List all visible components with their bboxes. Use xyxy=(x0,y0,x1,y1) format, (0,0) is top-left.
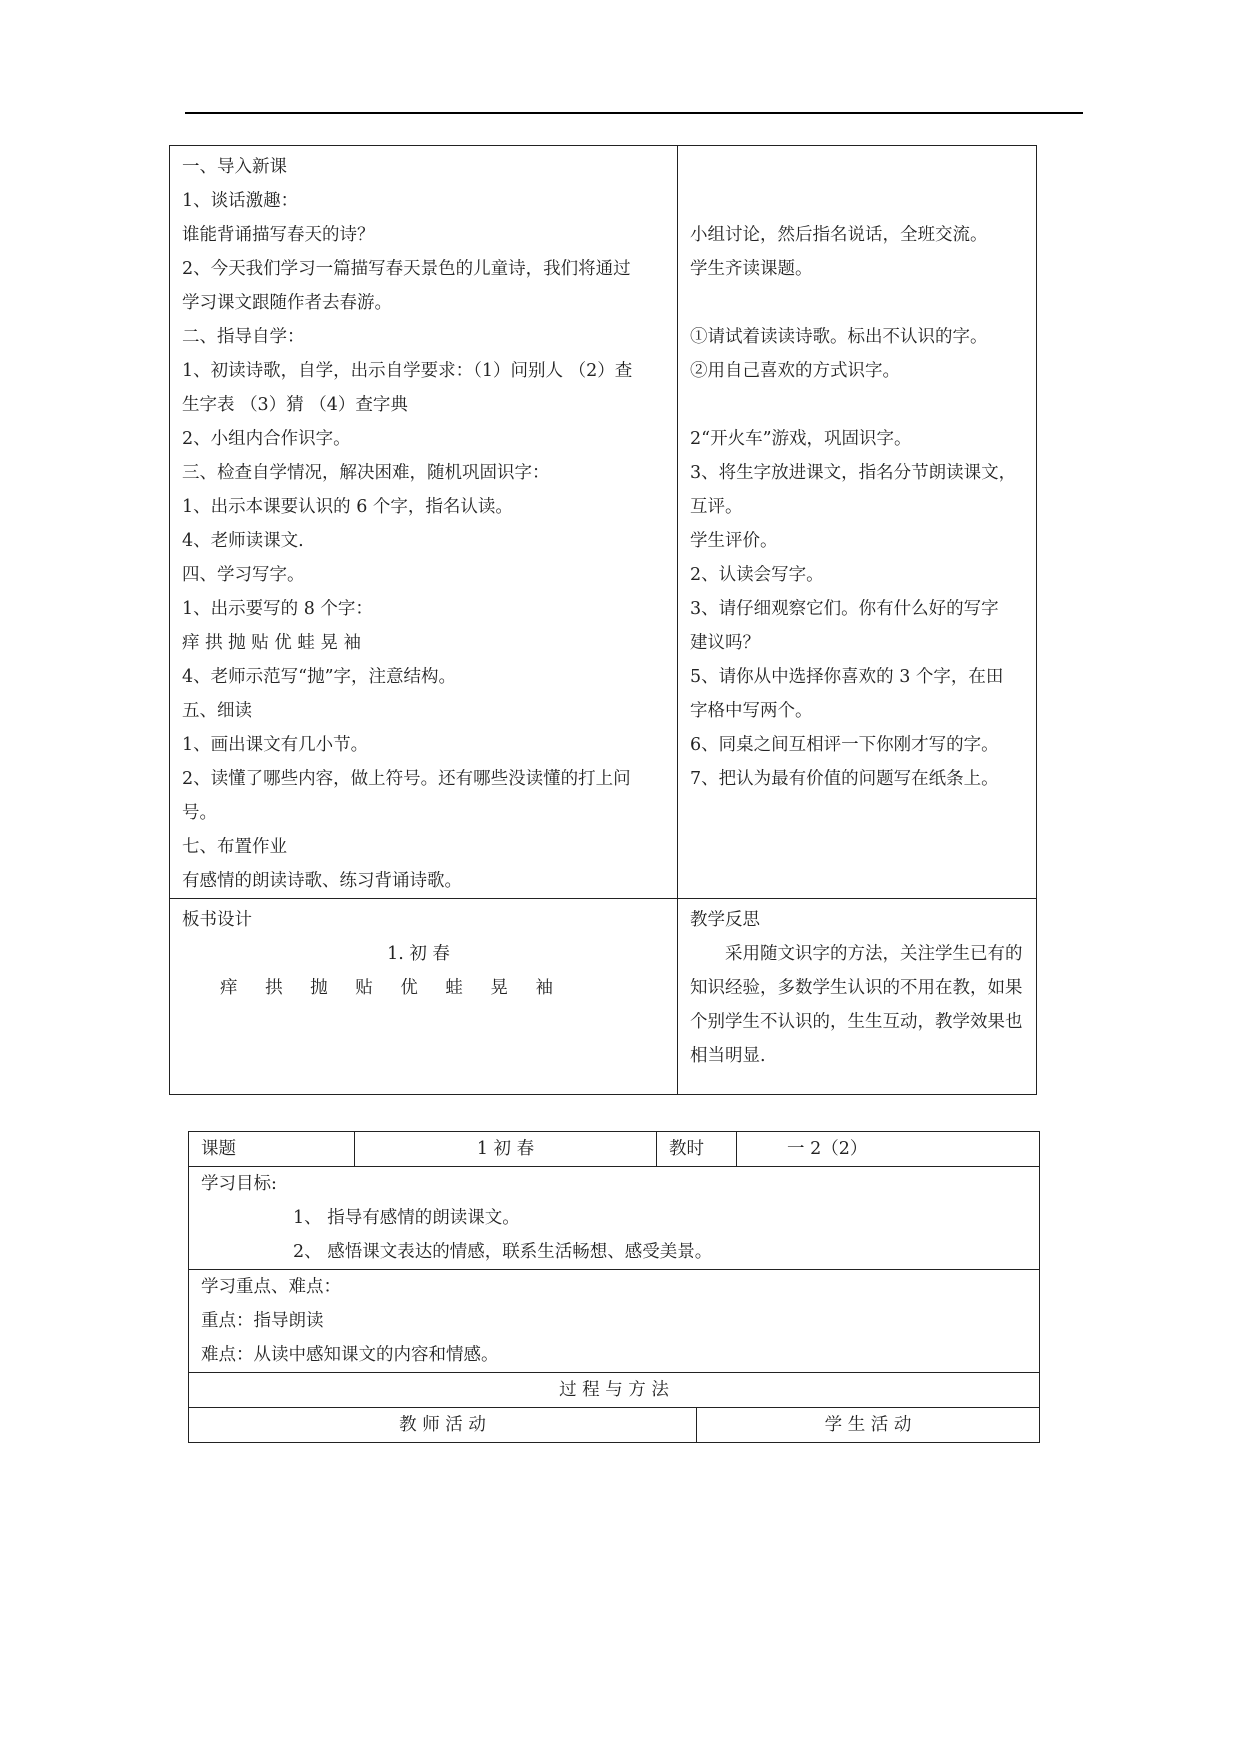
teacher-activity-header: 教 师 活 动 xyxy=(189,1408,697,1443)
teacher-line: 2、读懂了哪些内容，做上符号。还有哪些没读懂的打上问 xyxy=(182,769,631,789)
lesson-info-table xyxy=(188,1131,1040,1443)
period-label: 教时 xyxy=(657,1132,737,1167)
student-line: ②用自己喜欢的方式识字。 xyxy=(690,361,900,381)
student-activity-cell xyxy=(678,146,1037,899)
teacher-line: 1、初读诗歌，自学，出示自学要求：（1）问别人 （2）查 xyxy=(182,361,633,381)
teacher-line: 有感情的朗读诗歌、练习背诵诗歌。 xyxy=(182,871,462,891)
teacher-line: 三、检查自学情况，解决困难，随机巩固识字： xyxy=(182,463,550,483)
student-line: 2“开火车”游戏，巩固识字。 xyxy=(690,429,912,449)
student-activity-header: 学 生 活 动 xyxy=(697,1408,1040,1443)
student-line: 2、认读会写字。 xyxy=(690,565,824,585)
reflection-text: 采用随文识字的方法，关注学生已有的知识经验，多数学生认识的不用在教，如果个别学生不认识的，生生互动，教学效果也相当明显. xyxy=(690,944,1023,1066)
teacher-line: 1、出示要写的 8 个字： xyxy=(182,599,373,619)
student-line: 3、请仔细观察它们。你有什么好的写字 xyxy=(690,599,999,619)
reflection-cell xyxy=(678,899,1037,1095)
teacher-line: 四、学习写字。 xyxy=(182,565,305,585)
teacher-line: 4、老师读课文. xyxy=(182,531,304,551)
student-line: 6、同桌之间互相评一下你刚才写的字。 xyxy=(690,735,999,755)
teacher-line: 1、谈话激趣： xyxy=(182,191,299,211)
teacher-line: 七、布置作业 xyxy=(182,837,287,857)
teacher-line: 1、出示本课要认识的 6 个字，指名认读。 xyxy=(182,497,513,517)
teacher-line: 生字表 （3）猜 （4）查字典 xyxy=(182,395,408,415)
teacher-line: 学习课文跟随作者去春游。 xyxy=(182,293,392,313)
student-line: 5、请你从中选择你喜欢的 3 个字，在田 xyxy=(690,667,1004,687)
goals-cell xyxy=(189,1167,1040,1270)
student-line: 学生评价。 xyxy=(690,531,778,551)
header-rule xyxy=(185,112,1083,114)
teacher-line: 二、指导自学： xyxy=(182,327,305,347)
student-activity-lines xyxy=(690,150,1024,796)
topic-label: 课题 xyxy=(189,1132,355,1167)
teacher-line: 谁能背诵描写春天的诗？ xyxy=(182,225,375,245)
goals-label: 学习目标: xyxy=(201,1174,277,1194)
teacher-line: 1、画出课文有几小节。 xyxy=(182,735,369,755)
goal-2: 2、 感悟课文表达的情感，联系生活畅想、感受美景。 xyxy=(293,1242,713,1262)
period-value: 一 2（2） xyxy=(737,1132,1040,1167)
student-line: 互评。 xyxy=(690,497,743,517)
teacher-line: 2、今天我们学习一篇描写春天景色的儿童诗，我们将通过 xyxy=(182,259,631,279)
teacher-line: 五、细读 xyxy=(182,701,252,721)
student-line xyxy=(690,150,1024,184)
board-title: 1. 初 春 xyxy=(387,944,450,964)
student-line: 3、将生字放进课文，指名分节朗读课文， xyxy=(690,463,1017,483)
goal-1: 1、 指导有感情的朗读课文。 xyxy=(293,1208,520,1228)
lesson-plan-table xyxy=(169,145,1037,1095)
key-points-label: 学习重点、难点： xyxy=(201,1277,341,1297)
teacher-activity-lines xyxy=(182,150,665,898)
student-line: 7、把认为最有价值的问题写在纸条上。 xyxy=(690,769,999,789)
board-design-cell xyxy=(170,899,678,1095)
teacher-line: 号。 xyxy=(182,803,217,823)
key-point: 重点：指导朗读 xyxy=(201,1311,324,1331)
teacher-line: 一、导入新课 xyxy=(182,157,287,177)
student-line: 建议吗？ xyxy=(690,633,760,653)
teacher-line: 4、老师示范写“抛”字，注意结构。 xyxy=(182,667,457,687)
teacher-line: 2、小组内合作识字。 xyxy=(182,429,351,449)
reflection-label: 教学反思 xyxy=(690,910,760,930)
student-line: ①请试着读读诗歌。标出不认识的字。 xyxy=(690,327,988,347)
topic-value: 1 初 春 xyxy=(355,1132,657,1167)
process-header: 过 程 与 方 法 xyxy=(189,1373,1040,1408)
teacher-activity-cell xyxy=(170,146,678,899)
student-line xyxy=(690,286,1024,320)
difficult-point: 难点：从读中感知课文的内容和情感。 xyxy=(201,1345,499,1365)
board-design-label: 板书设计 xyxy=(182,910,252,930)
board-characters: 痒 拱 抛 贴 优 蛙 晃 袖 xyxy=(220,978,553,998)
student-line xyxy=(690,388,1024,422)
teacher-line: 痒 拱 抛 贴 优 蛙 晃 袖 xyxy=(182,633,361,653)
key-points-cell xyxy=(189,1270,1040,1373)
student-line: 学生齐读课题。 xyxy=(690,259,813,279)
student-line: 字格中写两个。 xyxy=(690,701,813,721)
student-line: 小组讨论，然后指名说话，全班交流。 xyxy=(690,225,988,245)
student-line xyxy=(690,184,1024,218)
